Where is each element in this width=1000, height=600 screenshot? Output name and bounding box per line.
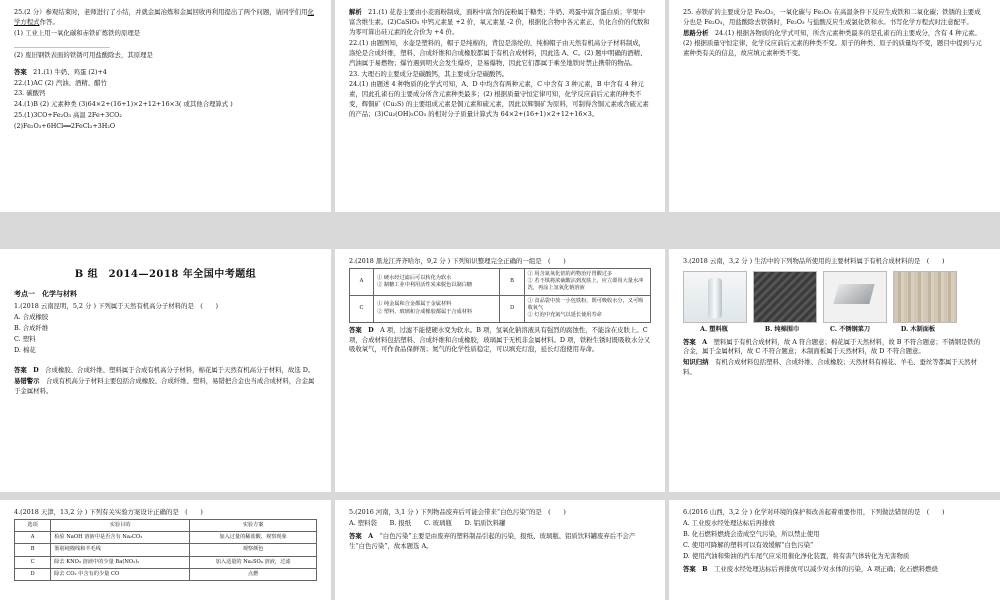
answer-25-1: 25.(1)3CO+Fe₂O₃ 高温 2Fe+3CO₂ <box>14 111 122 120</box>
analysis-24: 24.(1) 由题述 4 种物质的化学式可知，A、D 中均含有两种元素，C 中含有 3 种元素，B 中含有 4 种元素，因此孔雀石的主要成分所含元素种类最多；(2) 根据质量守恒定律可知，化学反应前后元素的种类不变，辉铜矿 (Cu₂S) 的主要组成元素是铜元素和硫元素，因此以辉铜矿为原料，可制得含铜元素或含硫元素的产品；(3)Cu₂(OH)₂CO₃ 的相对分子质量计算式为 64×2+(16+1)×2+12+16×3。 <box>349 80 649 119</box>
option-images <box>683 271 986 323</box>
caption-b: B. 纯棉围巾 <box>764 325 800 333</box>
table-cell: 鉴别纯棉线和羊毛线 <box>51 544 190 556</box>
experiment-table <box>14 519 317 581</box>
error-tip-text: 合成有机高分子材料主要包括合成橡胶、合成纤维、塑料，易错把合金也当成合成材料，合金属于金属材料。 <box>14 376 315 395</box>
slide-7[interactable] <box>0 500 331 600</box>
cotton-scarf-image <box>753 271 817 323</box>
table-cell: 除去 CO₂ 中含有的少量 CO <box>51 569 190 581</box>
blank-line: ______________________________ <box>14 39 110 48</box>
analysis-21-text: 21.(1) 花卷主要由小麦面粉制成，面粉中富含的淀粉属于糖类；牛奶、鸡蛋中富含蛋白质；苹果中富含维生素。(2)CaSiO₃ 中钙元素显 +2 价，氧元素显 -2 价，根据化合物中各元素正、负化合价的代数和为零可算出硅元素的化合价为 +4 价。 <box>349 8 650 36</box>
analysis-22: 22.(1) 由题图知，水壶是塑料的，帽子是纯棉的，背包是涤纶的，纯棉帽子由天然有机高分子材料制成，涤纶是合成纤维，塑料、合成纤维和合成橡胶都属于有机合成材料，因此选 A、C。(2) 题中明确的酒精、汽油属于易燃物；爆竹遇到明火会发生爆炸，是易爆物，因此它们都属于乘坐地铁时禁止携带的物品。 <box>349 38 647 67</box>
table-header-row <box>15 519 317 531</box>
slide-6[interactable] <box>669 249 1000 492</box>
options-table <box>349 268 651 323</box>
wood-panel-image <box>893 271 957 323</box>
table-cell: D <box>15 569 51 581</box>
table-cell: ① 纯金属和合金都属于金属材料 ② 塑料、玻璃和合成橡胶都属于合成材料 <box>374 295 500 322</box>
slide-8[interactable] <box>335 500 665 600</box>
option-d: D. 使用汽油和柴油的汽车尾气应采用催化净化装置，将有害气体转化为无害物质 <box>683 551 910 560</box>
answer-text: “白色污染”主要是由废弃的塑料制品引起的污染，报纸、玻璃瓶、铝质饮料罐废弃后不会产生“白色污染”，故本题选 A。 <box>349 531 636 550</box>
option-b: B. 合成纤维 <box>14 324 49 333</box>
knowledge-summary-text: 有机合成材料包括塑料、合成纤维、合成橡胶；天然材料有棉花、羊毛、蚕丝等都属于天然材料。 <box>683 358 977 377</box>
answer-24: 24.(1)B (2) 元素种类 (3)64×2+(16+1)×2+12+16×3( 或其他合理算式 ) <box>14 100 233 109</box>
answer-text: 合成橡胶、合成纤维、塑料属于合成有机高分子材料，棉花属于天然有机高分子材料，故选 D。 <box>45 365 315 374</box>
caption-c: C. 不锈钢菜刀 <box>829 325 871 333</box>
table-cell: 加入适量的 Na₂SO₄ 溶液，过滤 <box>190 556 317 568</box>
table-header: 实验方案 <box>190 519 317 531</box>
answer-label: 答案 <box>14 365 27 374</box>
answer-label: 答案 <box>349 325 362 334</box>
answer-label: 答案 <box>683 564 696 573</box>
caption-d: D. 木制面板 <box>900 325 936 333</box>
plastic-bottle-image <box>683 271 747 323</box>
analysis-23: 23. 大理石的主要成分是碳酸钙，其主要成分是碳酸钙。 <box>349 69 509 78</box>
option-c: C. 使用可降解的塑料可以有效缓解“白色污染” <box>683 540 814 549</box>
spacer <box>14 357 317 363</box>
table-cell: 检验 NaOH 溶液中是否含有 Na₂CO₃ <box>51 532 190 544</box>
answer-text: 工业废水经处理达标后再排放可以减少对水体的污染，A 项正确；化石燃料燃烧 <box>713 564 938 573</box>
question-1: 1.(2018 云南昆明，5,2 分 ) 下列属于天然有机高分子材料的是 ( ) <box>14 302 218 311</box>
question-25-underlined: 化学方程式 <box>14 8 314 26</box>
caption-a: A. 塑料瓶 <box>700 325 728 333</box>
question-6: 6.(2016 山西，3,2 分 ) 化学对环境的保护和改善起着重要作用，下列做法错误的是 ( ) <box>683 508 945 516</box>
answer-value: D <box>368 325 374 334</box>
question-5: 5.(2016 河南，3,1 分 ) 下列物品废弃后可能会带来“白色污染”的是 ( ) <box>349 508 566 516</box>
idea-analysis-text: 24.(1) 根据各物质的化学式可知，所含元素种类最多的是孔雀石的主要成分，含有 4 种元素。(2) 根据质量守恒定律，化学反应前后元素的种类不变。原子的种类、原子的质量均不变，题目中提到与元素种类有关的信息，故应填元素种类不变。 <box>683 28 982 57</box>
slide-4[interactable] <box>0 249 331 492</box>
analysis-21 <box>349 8 651 38</box>
table-row <box>350 295 651 322</box>
table-cell: C <box>350 295 374 322</box>
knowledge-point: 考点一 化学与材料 <box>14 288 77 298</box>
question-25 <box>14 8 317 28</box>
table-cell: ① 食品袋中放一小包铁粉，既可吸收水分，又可吸收氧气 ② 灯泡中充氮气以延长使用寿命 <box>524 295 650 322</box>
error-tip <box>14 377 317 397</box>
table-cell: A <box>15 532 51 544</box>
table-row <box>15 544 317 556</box>
table-cell: ① 硬水经过滤后可以转化为软水 ② 制糖工业中利用活性炭来脱色以制白糖 <box>374 268 500 295</box>
option-b: B. 化石燃料燃烧会造成空气污染，所以禁止使用 <box>683 529 820 538</box>
answer-label: 答案 <box>14 67 27 76</box>
answer-22: 22.(1)AC (2) 汽油、酒精、醋竹 <box>14 78 107 87</box>
table-row <box>15 569 317 581</box>
table-cell: ① 用含氮氧化铝的药物治疗胃酸过多 ② 若不慎将浓硫酸沾到皮肤上，应立即用大量水冲洗，再涂上氢氧化钠溶液 <box>524 268 650 295</box>
slide-5[interactable] <box>335 249 665 492</box>
table-cell: B <box>500 268 524 295</box>
answer-6 <box>683 565 986 575</box>
question-4: 4.(2018 天津，13,2 分 ) 下列有关实验方案设计正确的是 ( ) <box>14 508 203 516</box>
answer-value: B <box>702 564 708 573</box>
answer-3 <box>683 338 986 358</box>
answer-25-2: (2)Fe₂O₃+6HCl══2FeCl₃+3H₂O <box>14 122 116 131</box>
idea-analysis <box>683 29 986 59</box>
option-c: C. 塑料 <box>14 335 36 344</box>
option-a: A. 合成橡胶 <box>14 313 49 322</box>
answer-text: 塑料属于有机合成材料，故 A 符合题意；棉花属于天然材料，故 B 不符合题意；不锈钢是铁的合金，属于金属材料，故 C 不符合题意；木制面板属于天然材料，故 D 不符合题意。 <box>683 337 981 356</box>
question-2: 2.(2018 黑龙江齐齐哈尔，9,2 分 ) 下列知识整理完全正确的一组是 ( ) <box>349 257 566 265</box>
question-25-part-1: (1) 工业上用一氧化碳和赤铁矿炼铁的原理是 <box>14 28 141 37</box>
idea-analysis-label: 思路分析 <box>683 28 709 37</box>
table-cell: 加入过量的稀盐酸，观察现象 <box>190 532 317 544</box>
table-cell: 点燃 <box>190 569 317 581</box>
answer-value: A <box>368 531 374 540</box>
answer-23: 23. 碳酸钙 <box>14 89 46 98</box>
knowledge-summary-label: 知识归纳 <box>683 358 709 367</box>
table-cell: 观察颜色 <box>190 544 317 556</box>
analysis-label: 解析 <box>349 8 362 16</box>
steel-knife-image <box>823 271 887 323</box>
question-25-part-2: (2) 废旧钢铁表面的铁锈可用盐酸除去，其原理是 <box>14 50 153 59</box>
table-cell: D <box>500 295 524 322</box>
question-25-text: 25.(2 分）参观结束时，老师进行了小结，并就金属冶炼和金属回收再利用提出了两个问题，请同学们用 <box>14 8 308 16</box>
slide-3[interactable] <box>669 0 1000 212</box>
slide-1[interactable] <box>0 0 331 212</box>
slide-2[interactable] <box>335 0 665 212</box>
answer-label: 答案 <box>683 337 696 346</box>
answer-value: D <box>33 365 39 374</box>
answer-1 <box>14 366 317 376</box>
answer-5 <box>349 532 651 552</box>
table-cell: B <box>15 544 51 556</box>
answer-line <box>14 68 317 78</box>
table-row <box>15 532 317 544</box>
section-title: B 组 2014—2018 年全国中考题组 <box>74 269 257 280</box>
question-3: 3.(2018 云南，3,2 分 ) 生活中的下列物品所使用的主要材料属于有机合成材料的是 ( ) <box>683 257 945 265</box>
options: A. 塑料袋 B. 报纸 C. 玻璃瓶 D. 铝质饮料罐 <box>349 518 506 527</box>
option-d: D. 棉花 <box>14 346 36 355</box>
table-header: 选项 <box>15 519 51 531</box>
table-row <box>350 268 651 295</box>
knowledge-summary <box>683 358 986 378</box>
option-a: A. 工业废水经处理达标后再排放 <box>683 518 775 527</box>
answer-text: A 项，过滤不能使硬水变为软水。B 项，氢氧化钠溶液具有强烈的腐蚀性，不能涂在皮肤上。C 项，合成材料包括塑料、合成纤维和合成橡胶，玻璃属于无机非金属材料。D 项，铁粉生锈时既吸收水分又吸收氧气，可作食品保鲜剂；氮气的化学性质稳定，可以填充灯泡，延长灯泡使用寿命。 <box>349 325 651 354</box>
question-25-end: 作答。 <box>39 17 59 26</box>
table-row <box>15 556 317 568</box>
answer-2 <box>349 326 651 356</box>
image-captions <box>683 325 986 335</box>
slide-9[interactable] <box>669 500 1000 600</box>
error-tip-label: 易错警示 <box>14 376 40 385</box>
answer-label: 答案 <box>349 531 362 540</box>
answer-value: A <box>702 337 708 346</box>
analysis-25: 25. 赤铁矿的主要成分是 Fe₂O₃，一氧化碳与 Fe₂O₃ 在高温条件下反应生成铁和二氧化碳；铁锈的主要成分也是 Fe₂O₃，用盐酸除去铁锈时，Fe₂O₃ 与盐酸反应生成氯化铁和水。书写化学方程式时注意配平。 <box>683 8 981 26</box>
table-header: 实验目的 <box>51 519 190 531</box>
table-cell: 除去 KNO₃ 溶液中的少量 Ba(NO₃)₂ <box>51 556 190 568</box>
table-cell: A <box>350 268 374 295</box>
answer-21: 21.(1) 牛奶、鸡蛋 (2)+4 <box>33 67 107 76</box>
table-cell: C <box>15 556 51 568</box>
